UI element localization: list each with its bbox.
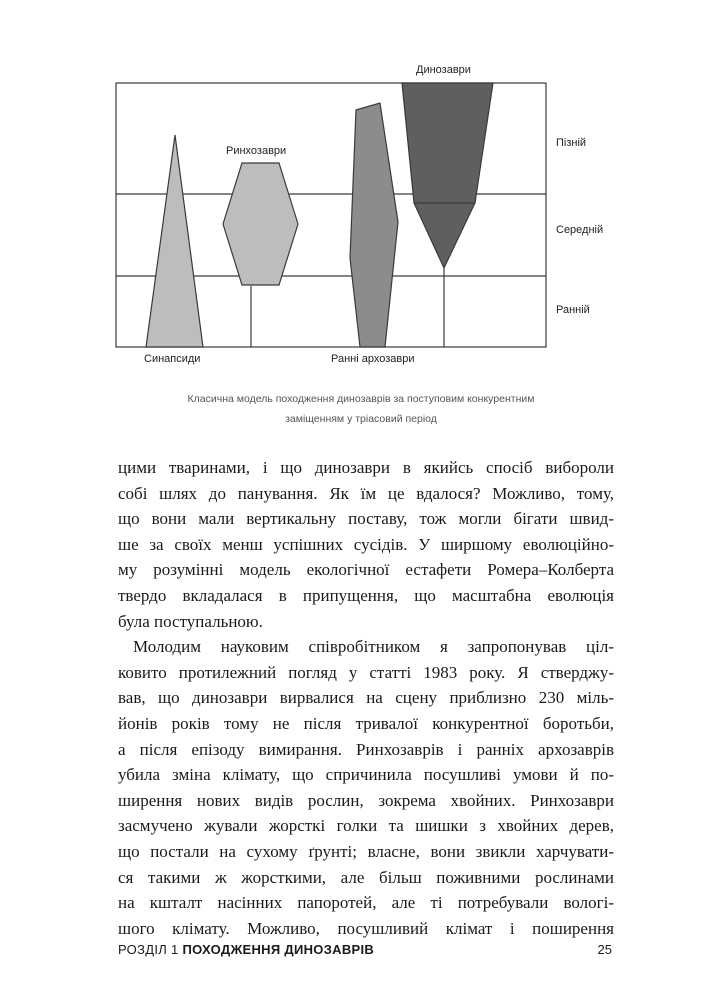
figure	[0, 0, 728, 440]
text-line: ширення нових видів рослин, зокрема хвойних. Ринхозаври	[118, 790, 614, 810]
rhynchosaurs-label: Ринхозаври	[226, 145, 287, 157]
section-title: ПОХОДЖЕННЯ ДИНОЗАВРІВ	[182, 942, 375, 957]
late-period-label: Пізній	[556, 137, 587, 149]
page-footer	[118, 942, 612, 966]
text-line: що вони мали вертикальну поставу, тож могли бігати швид-	[118, 509, 614, 529]
running-head	[118, 942, 374, 957]
text-line: вав, що динозаври вирвалися на сцену приблизно 230 міль-	[118, 688, 614, 708]
evolution-diagram	[0, 0, 728, 440]
section-prefix: РОЗДІЛ 1	[118, 942, 183, 957]
middle-period-label: Середній	[556, 224, 604, 236]
page-number: 25	[597, 942, 612, 957]
body-text	[118, 455, 614, 941]
text-line: що постали на сухому ґрунті; власне, вони звикли харчувати-	[118, 841, 614, 861]
early-period-label: Ранній	[556, 304, 590, 316]
caption-line: Класична модель походження динозаврів за поступовим конкурентним	[187, 393, 535, 405]
text-line: ковито протилежний погляд у статті 1983 року. Я стверджу-	[118, 662, 614, 682]
synapsids-label: Синапсиди	[144, 353, 201, 365]
text-line: ше за своїх менш успішних сусідів. У ширшому еволюційно-	[118, 534, 614, 554]
text-line: а після епізоду вимирання. Ринхозаврів і ранніх архозаврів	[118, 739, 614, 759]
text-line: йонів років тому не після тривалої конкурентної боротьби,	[118, 713, 614, 733]
text-line: шого клімату. Можливо, посушливий клімат і поширення	[118, 918, 614, 938]
rhynchosaurs-shape	[223, 163, 298, 285]
text-line: убила зміна клімату, що спричинила посушливі умови й по-	[118, 765, 614, 785]
synapsids-shape	[146, 135, 203, 347]
dinosaurs-label: Динозаври	[416, 64, 471, 76]
text-line: Молодим науковим співробітником я запропонував цiл-	[133, 637, 614, 657]
dinosaurs-shape	[402, 83, 493, 268]
text-line: твердо вкладалася в припущення, що масштабна еволюція	[118, 585, 614, 605]
early-archosaurs-shape	[350, 103, 398, 347]
text-line: ся такими ж жорсткими, але більш поживними рослинами	[118, 867, 614, 887]
early-archosaurs-label: Ранні архозаври	[331, 353, 415, 365]
text-line: на кшталт насінних папоротей, але ті потребували вологі-	[118, 893, 614, 913]
text-line: засмучено жували жорсткі голки та шишки з хвойних дерев,	[118, 816, 614, 836]
text-line: му розумінні модель екологічної естафети Ромера–Колберта	[118, 560, 614, 580]
figure-caption	[116, 389, 606, 429]
text-line: собі шлях до панування. Як їм це вдалося? Можливо, тому,	[118, 483, 614, 503]
text-line: цими тваринами, і що динозаври в якийсь спосіб вибороли	[118, 458, 614, 477]
text-line: була поступальною.	[118, 611, 263, 631]
caption-line: заміщенням у тріасовий період	[285, 413, 437, 425]
